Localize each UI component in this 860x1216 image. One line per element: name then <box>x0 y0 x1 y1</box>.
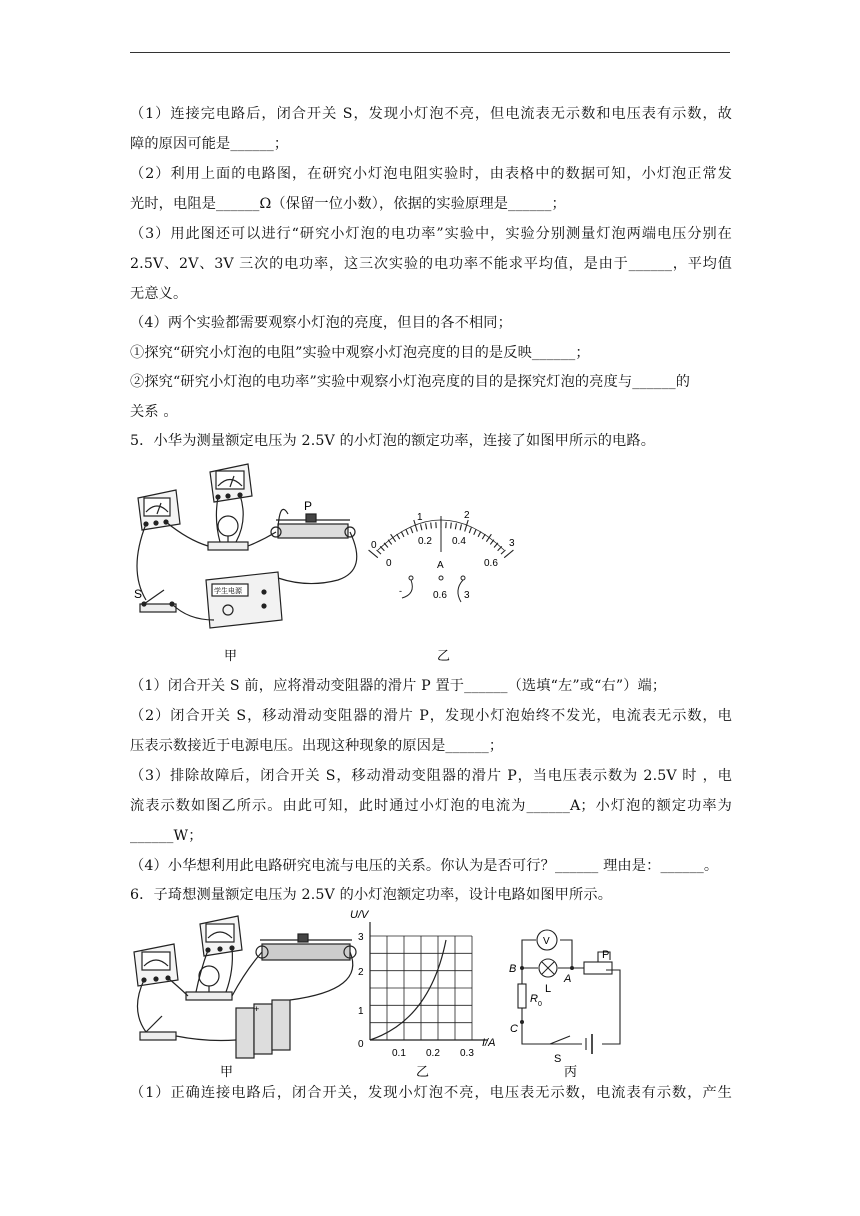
scale-bottom-3: 0.6 <box>484 558 498 569</box>
dial-tick <box>401 532 404 537</box>
wire <box>402 580 412 598</box>
dial-tick <box>455 523 456 529</box>
text-line: 关系 。 <box>130 404 178 420</box>
power-label: 学生电源 <box>214 588 242 595</box>
wire <box>458 580 463 602</box>
text-line: 2.5V、2V、3V 三次的电功率，这三次实验的电功率不能求平均值，是由于______，平均值 <box>130 256 732 272</box>
voltmeter-label: V <box>543 936 550 947</box>
dial-tick <box>482 534 485 539</box>
text-line: （3）排除故障后，闭合开关 S，移动滑动变阻器的滑片 P，当电压表示数为 2.5V 时 ，电 <box>130 768 732 784</box>
dial-tick <box>460 524 461 530</box>
ui-curve <box>370 940 446 1040</box>
dial-tick <box>501 550 505 554</box>
text-line: （3）用此图还可以进行“研究小灯泡的电功率”实验中，实验分别测量灯泡两端电压分别在 <box>130 226 732 242</box>
text-line: 无意义。 <box>130 286 188 302</box>
graph-origin: 0 <box>358 1039 364 1050</box>
caption-jia: 甲 <box>220 1064 234 1079</box>
slider-label: P <box>304 499 313 513</box>
wire <box>232 952 262 996</box>
caption-yi: 乙 <box>416 1064 430 1079</box>
figure-6 <box>126 910 626 1080</box>
dial-tick <box>490 540 494 545</box>
switch-base <box>140 1032 176 1040</box>
node-b: B <box>509 963 517 975</box>
rheostat-coil <box>278 524 348 538</box>
wire <box>176 1036 236 1041</box>
dial-tick <box>391 534 396 541</box>
text-line: （1）连接完电路后，闭合开关 S，发现小灯泡不亮，但电流表无示数和电压表有示数，故 <box>130 106 732 122</box>
resistor-label: R <box>530 993 538 1005</box>
graph-ytick-3: 3 <box>358 932 364 943</box>
scale-top-1: 1 <box>417 512 423 523</box>
graph-xtick-1: 0.1 <box>392 1048 406 1059</box>
dial-tick <box>474 529 476 535</box>
graph-xtick-3: 0.3 <box>460 1048 474 1059</box>
caption-yi: 乙 <box>437 648 451 663</box>
caption-jia: 甲 <box>224 648 238 663</box>
dial-tick <box>486 534 491 541</box>
dial-tick <box>377 550 381 554</box>
battery-plus: + <box>254 1004 260 1014</box>
dial-tick <box>411 527 413 533</box>
lamp-label: L <box>545 983 552 995</box>
ammeter-dial <box>369 516 514 558</box>
bulb-icon <box>218 516 238 536</box>
wire <box>216 497 220 542</box>
wire <box>236 495 243 542</box>
rheostat-coil <box>262 944 350 960</box>
node-c: C <box>510 1023 518 1035</box>
graph-xtick-2: 0.2 <box>426 1048 440 1059</box>
resistor-sub: 0 <box>538 1001 542 1008</box>
dial-tick <box>369 550 378 558</box>
battery-cell <box>236 1008 254 1058</box>
scale-top-0: 0 <box>371 540 377 551</box>
ui-graph <box>370 922 488 1040</box>
text-line: （4）小华想利用此电路研究电流与电压的关系。你认为是否可行？______ 理由是：______。 <box>130 858 719 874</box>
text-line: 压表示数接近于电源电压。出现这种现象的原因是______； <box>130 738 504 754</box>
power-supply-device <box>206 572 282 628</box>
wire <box>137 980 146 1032</box>
battery-cell <box>272 1000 290 1050</box>
question-5-title: 5．小华为测量额定电压为 2.5V 的小灯泡的额定功率，连接了如图甲所示的电路。 <box>130 433 656 449</box>
text-line: 光时，电阻是______Ω（保留一位小数），依据的实验原理是______； <box>130 196 566 212</box>
meter-unit: A <box>437 560 444 571</box>
text-line: 流表示数如图乙所示。由此可知，此时通过小灯泡的电流为______A；小灯泡的额定功率为 <box>130 798 732 814</box>
text-line: ①探究“研究小灯泡的电阻”实验中观察小灯泡亮度的目的是反映______； <box>130 345 590 361</box>
dial-tick <box>406 529 408 535</box>
wire <box>168 978 188 996</box>
wire <box>278 532 357 584</box>
dial-tick <box>380 546 384 550</box>
scale-bottom-2: 0.4 <box>452 536 466 547</box>
dial-tick <box>469 527 471 533</box>
text-line: （1）闭合开关 S 前，应将滑动变阻器的滑片 P 置于______（选填“左”或“右”）端； <box>130 678 667 694</box>
wire <box>248 532 276 546</box>
caption-bing: 丙 <box>564 1064 578 1079</box>
dial-tick <box>478 532 481 537</box>
graph-xlabel: I/A <box>482 1037 496 1049</box>
dial-tick <box>498 546 502 550</box>
graph-ytick-2: 2 <box>358 967 364 978</box>
dial-tick <box>451 523 452 529</box>
figure-5 <box>128 460 548 665</box>
scale-bottom-1: 0.2 <box>418 536 432 547</box>
dial-tick <box>431 523 432 529</box>
lamp-base <box>208 542 248 550</box>
text-line: ②探究“研究小灯泡的电功率”实验中观察小灯泡亮度的目的是探究灯泡的亮度与______的 <box>130 374 691 390</box>
dial-tick <box>494 543 498 548</box>
terminal-minus: - <box>399 586 402 596</box>
scale-bottom-0: 0 <box>386 558 392 569</box>
dial-tick <box>397 534 400 539</box>
text-line: （1）正确连接电路后，闭合开关，发现小灯泡不亮，电压表无示数，电流表有示数，产生 <box>130 1085 732 1101</box>
header-rule <box>130 52 730 53</box>
slider-p-label: P <box>602 949 610 961</box>
dial-tick <box>504 550 513 558</box>
dial-tick <box>426 523 427 529</box>
node-a: A <box>564 973 572 985</box>
graph-ytick-1: 1 <box>358 1006 364 1017</box>
switch-label: S <box>134 587 143 601</box>
terminal-06: 0.6 <box>433 590 447 601</box>
dial-tick <box>384 543 388 548</box>
wire <box>226 948 232 992</box>
text-line: （2）利用上面的电路图，在研究小灯泡电阻实验时，由表格中的数据可知，小灯泡正常发 <box>130 166 732 182</box>
scale-top-3: 3 <box>509 538 515 549</box>
terminal-3: 3 <box>464 590 470 601</box>
text-line: 障的原因可能是______； <box>130 136 289 152</box>
dial-tick <box>388 540 392 545</box>
switch-label: S <box>554 1053 562 1065</box>
scale-top-2: 2 <box>464 510 470 521</box>
text-line: （4）两个实验都需要观察小灯泡的亮度，但目的各不相同； <box>130 315 512 331</box>
question-6-title: 6．子琦想测量额定电压为 2.5V 的小灯泡额定功率，设计电路如图甲所示。 <box>130 887 613 903</box>
text-line: （2）闭合开关 S，移动滑动变阻器的滑片 P，发现小灯泡始终不发光，电流表无示数，电 <box>130 708 732 724</box>
graph-ylabel: U/V <box>350 910 369 921</box>
lamp-base <box>186 992 232 1000</box>
dial-tick <box>421 524 422 530</box>
text-line: ______W； <box>130 828 203 844</box>
